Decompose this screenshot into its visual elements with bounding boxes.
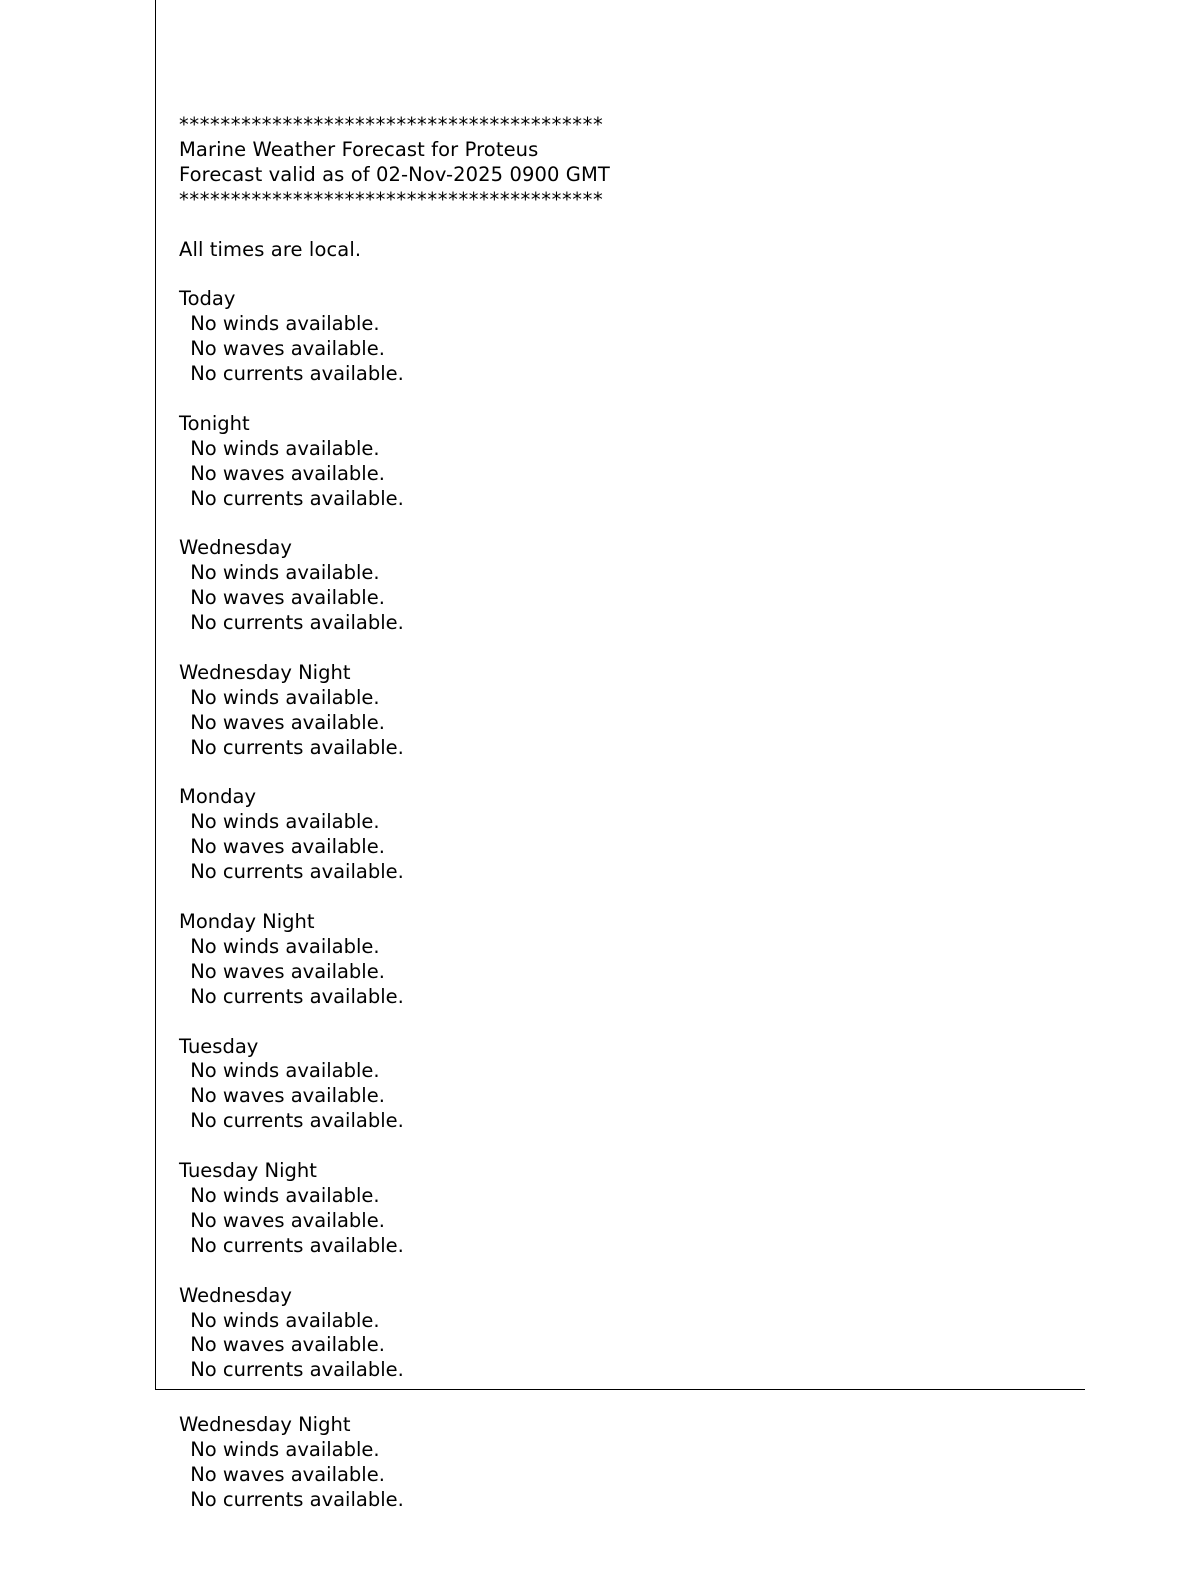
period-label: Wednesday <box>179 536 292 560</box>
forecast-period <box>179 1413 1079 1513</box>
period-currents: No currents available. <box>184 735 404 759</box>
period-waves: No waves available. <box>184 1208 385 1232</box>
forecast-period <box>179 910 1079 1010</box>
period-winds: No winds available. <box>184 561 380 585</box>
period-waves: No waves available. <box>184 337 385 361</box>
forecast-body <box>179 113 1079 1383</box>
forecast-period-list <box>179 287 1079 1383</box>
period-label: Tonight <box>179 411 250 435</box>
period-winds: No winds available. <box>184 934 380 958</box>
forecast-period <box>179 536 1079 636</box>
spacer <box>179 1134 1079 1159</box>
period-winds: No winds available. <box>184 685 380 709</box>
period-winds: No winds available. <box>184 436 380 460</box>
period-label: Tuesday Night <box>179 1159 317 1183</box>
times-note: All times are local. <box>179 237 362 261</box>
header-rule-top: ***************************************** <box>179 113 604 136</box>
period-label: Wednesday Night <box>179 1413 351 1436</box>
forecast-title: Marine Weather Forecast for Proteus <box>179 137 539 161</box>
spacer <box>179 387 1079 412</box>
forecast-period <box>179 1035 1079 1135</box>
spacer-2 <box>179 262 1079 287</box>
period-waves: No waves available. <box>184 461 385 485</box>
period-waves: No waves available. <box>184 1462 385 1486</box>
spacer <box>179 512 1079 537</box>
period-waves: No waves available. <box>184 959 385 983</box>
period-currents: No currents available. <box>184 1109 404 1133</box>
period-winds: No winds available. <box>184 1308 380 1332</box>
period-waves: No waves available. <box>184 710 385 734</box>
period-winds: No winds available. <box>184 1183 380 1207</box>
period-currents: No currents available. <box>184 860 404 884</box>
period-label: Wednesday Night <box>179 660 351 684</box>
forecast-body-continued <box>179 1413 1079 1513</box>
period-winds: No winds available. <box>184 1437 380 1461</box>
period-currents: No currents available. <box>184 486 404 510</box>
spacer-1 <box>179 213 1079 238</box>
spacer <box>179 1259 1079 1284</box>
period-currents: No currents available. <box>184 362 404 386</box>
period-currents: No currents available. <box>184 1358 404 1382</box>
header-rule-bottom: ***************************************** <box>179 187 604 211</box>
period-label: Today <box>179 287 236 311</box>
spacer <box>179 1010 1079 1035</box>
spacer <box>179 636 1079 661</box>
period-label: Monday <box>179 785 256 809</box>
period-waves: No waves available. <box>184 835 385 859</box>
forecast-period <box>179 1284 1079 1384</box>
spacer <box>179 885 1079 910</box>
forecast-period <box>179 661 1079 761</box>
forecast-validity: Forecast valid as of 02-Nov-2025 0900 GMT <box>179 162 610 186</box>
period-winds: No winds available. <box>184 1059 380 1083</box>
forecast-period <box>179 287 1079 387</box>
forecast-period <box>179 1159 1079 1259</box>
period-waves: No waves available. <box>184 586 385 610</box>
period-currents: No currents available. <box>184 1233 404 1257</box>
period-currents: No currents available. <box>184 611 404 635</box>
forecast-period <box>179 412 1079 512</box>
period-currents: No currents available. <box>184 984 404 1008</box>
spacer <box>179 761 1079 786</box>
period-label: Wednesday <box>179 1283 292 1307</box>
period-waves: No waves available. <box>184 1084 385 1108</box>
period-winds: No winds available. <box>184 312 380 336</box>
period-currents: No currents available. <box>184 1487 404 1511</box>
period-label: Tuesday <box>179 1034 259 1058</box>
period-label: Monday Night <box>179 910 315 933</box>
forecast-period <box>179 785 1079 885</box>
period-winds: No winds available. <box>184 810 380 834</box>
period-waves: No waves available. <box>184 1333 385 1357</box>
